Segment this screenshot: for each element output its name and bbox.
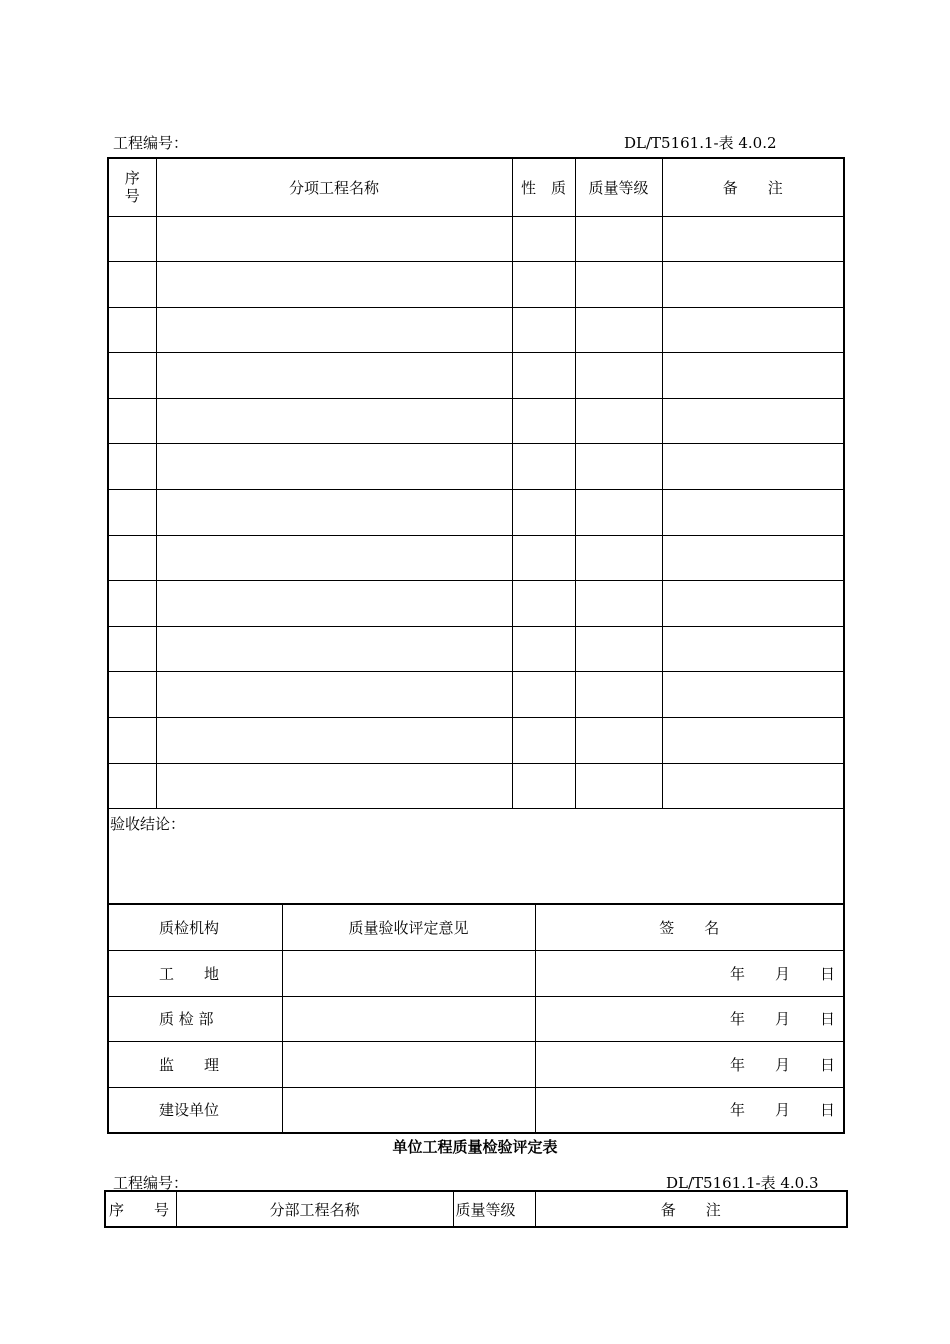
conclusion-label: 验收结论：	[110, 815, 186, 834]
table-row	[108, 216, 844, 262]
opinion-header: 质量验收评定意见	[282, 905, 535, 951]
table-row	[108, 307, 844, 353]
table-row	[108, 490, 844, 536]
form2-header-row	[105, 1191, 847, 1227]
nature-cell[interactable]	[512, 216, 575, 262]
nature-cell[interactable]	[512, 718, 575, 764]
opinion-cell[interactable]	[282, 951, 535, 997]
name-cell[interactable]	[156, 718, 512, 764]
seq-cell[interactable]	[108, 444, 156, 490]
seq-cell[interactable]	[108, 626, 156, 672]
seq-cell[interactable]	[108, 763, 156, 809]
grade-cell[interactable]	[575, 398, 662, 444]
nature-cell[interactable]	[512, 581, 575, 627]
table-row	[108, 581, 844, 627]
seq-cell[interactable]	[108, 490, 156, 536]
form2-title: 单位工程质量检验评定表	[392, 1138, 558, 1156]
seq-cell[interactable]	[108, 353, 156, 399]
name-cell[interactable]	[156, 262, 512, 308]
form2-seq-header: 序 号	[105, 1191, 176, 1227]
remark-header: 备 注	[662, 158, 844, 216]
seq-cell[interactable]	[108, 216, 156, 262]
opinion-cell[interactable]	[282, 1042, 535, 1088]
grade-cell[interactable]	[575, 626, 662, 672]
seq-header-bottom: 号	[124, 187, 140, 206]
name-cell[interactable]	[156, 216, 512, 262]
header-row	[108, 158, 844, 216]
remark-cell[interactable]	[662, 535, 844, 581]
remark-cell[interactable]	[662, 626, 844, 672]
project-no-label: 工程编号：	[113, 134, 189, 152]
remark-cell[interactable]	[662, 581, 844, 627]
nature-cell[interactable]	[512, 490, 575, 536]
remark-cell[interactable]	[662, 216, 844, 262]
date-cell[interactable]: 年 月 日	[535, 996, 844, 1042]
date-cell[interactable]: 年 月 日	[535, 951, 844, 997]
nature-cell[interactable]	[512, 626, 575, 672]
name-cell[interactable]	[156, 535, 512, 581]
name-cell[interactable]	[156, 763, 512, 809]
table-row	[108, 672, 844, 718]
nature-cell[interactable]	[512, 444, 575, 490]
sign-row	[108, 951, 844, 997]
grade-cell[interactable]	[575, 581, 662, 627]
remark-cell[interactable]	[662, 718, 844, 764]
nature-cell[interactable]	[512, 262, 575, 308]
org-cell: 建设单位	[108, 1087, 282, 1133]
org-cell: 质 检 部	[108, 996, 282, 1042]
nature-cell[interactable]	[512, 672, 575, 718]
grade-cell[interactable]	[575, 718, 662, 764]
nature-cell[interactable]	[512, 763, 575, 809]
nature-cell[interactable]	[512, 398, 575, 444]
seq-cell[interactable]	[108, 718, 156, 764]
seq-cell[interactable]	[108, 672, 156, 718]
org-cell: 监 理	[108, 1042, 282, 1088]
remark-cell[interactable]	[662, 763, 844, 809]
form-code: DL/T5161.1-表 4.0.2	[624, 134, 777, 152]
grade-cell[interactable]	[575, 353, 662, 399]
name-cell[interactable]	[156, 353, 512, 399]
table-row	[108, 718, 844, 764]
sub-item-table	[107, 157, 845, 905]
unit-table	[104, 1190, 848, 1228]
nature-cell[interactable]	[512, 307, 575, 353]
grade-cell[interactable]	[575, 307, 662, 353]
grade-cell[interactable]	[575, 216, 662, 262]
seq-cell[interactable]	[108, 262, 156, 308]
table-row	[108, 626, 844, 672]
sign-header-row	[108, 905, 844, 951]
form2-remark-header: 备 注	[535, 1191, 847, 1227]
name-cell[interactable]	[156, 398, 512, 444]
table-row	[108, 398, 844, 444]
seq-cell[interactable]	[108, 307, 156, 353]
remark-cell[interactable]	[662, 398, 844, 444]
name-cell[interactable]	[156, 626, 512, 672]
date-cell[interactable]: 年 月 日	[535, 1042, 844, 1088]
nature-cell[interactable]	[512, 535, 575, 581]
grade-cell[interactable]	[575, 763, 662, 809]
nature-header: 性 质	[512, 158, 575, 216]
form2-grade-header: 质量等级	[453, 1191, 535, 1227]
seq-header-top: 序	[124, 169, 140, 188]
sign-row	[108, 1042, 844, 1088]
org-cell: 工 地	[108, 951, 282, 997]
grade-cell[interactable]	[575, 444, 662, 490]
nature-cell[interactable]	[512, 353, 575, 399]
name-cell[interactable]	[156, 672, 512, 718]
grade-cell[interactable]	[575, 535, 662, 581]
seq-cell[interactable]	[108, 535, 156, 581]
remark-cell[interactable]	[662, 353, 844, 399]
remark-cell[interactable]	[662, 444, 844, 490]
opinion-cell[interactable]	[282, 996, 535, 1042]
form2-project-no-label: 工程编号：	[113, 1174, 189, 1192]
name-cell[interactable]	[156, 490, 512, 536]
date-cell[interactable]: 年 月 日	[535, 1087, 844, 1133]
remark-cell[interactable]	[662, 672, 844, 718]
name-header: 分项工程名称	[156, 158, 512, 216]
table-row	[108, 535, 844, 581]
seq-cell[interactable]	[108, 398, 156, 444]
org-header: 质检机构	[108, 905, 282, 951]
table-row	[108, 444, 844, 490]
table-row	[108, 763, 844, 809]
grade-header: 质量等级	[575, 158, 662, 216]
table-row	[108, 262, 844, 308]
seq-cell[interactable]	[108, 581, 156, 627]
remark-cell[interactable]	[662, 307, 844, 353]
name-cell[interactable]	[156, 581, 512, 627]
sign-row	[108, 1087, 844, 1133]
name-cell[interactable]	[156, 307, 512, 353]
grade-cell[interactable]	[575, 490, 662, 536]
name-cell[interactable]	[156, 444, 512, 490]
form2-code: DL/T5161.1-表 4.0.3	[666, 1174, 819, 1192]
sign-table	[107, 904, 845, 1134]
grade-cell[interactable]	[575, 672, 662, 718]
remark-cell[interactable]	[662, 262, 844, 308]
opinion-cell[interactable]	[282, 1087, 535, 1133]
form2-name-header: 分部工程名称	[176, 1191, 453, 1227]
sign-row	[108, 996, 844, 1042]
grade-cell[interactable]	[575, 262, 662, 308]
conclusion-row	[108, 809, 844, 904]
seq-header	[108, 158, 156, 216]
table-row	[108, 353, 844, 399]
sign-header: 签 名	[535, 905, 844, 951]
remark-cell[interactable]	[662, 490, 844, 536]
